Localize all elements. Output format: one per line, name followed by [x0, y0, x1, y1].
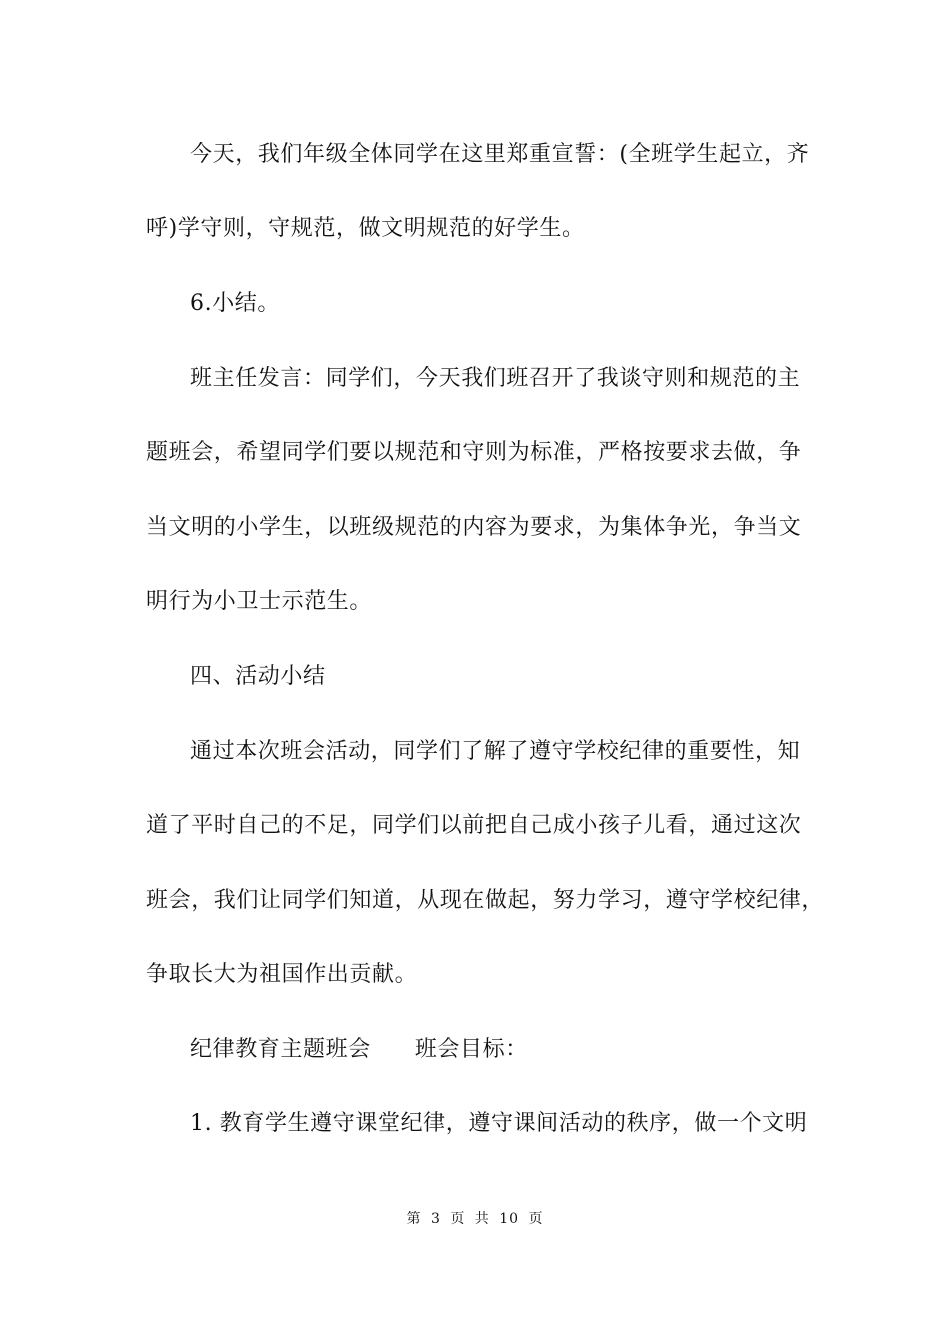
footer-current-page: 3	[430, 1211, 441, 1227]
page-footer	[0, 1209, 950, 1229]
goal-label: 班会目标：	[414, 1037, 528, 1062]
list-item: 1. 教育学生遵守课堂纪律，遵守课间活动的秩序，做一个文明	[190, 1111, 808, 1136]
paragraph-line: 道了平时自己的不足，同学们以前把自己成小孩子儿看，通过这次	[146, 813, 802, 838]
paragraph-line: 班会，我们让同学们知道，从现在做起，努力学习，遵守学校纪律，	[146, 888, 825, 913]
paragraph-line: 今天，我们年级全体同学在这里郑重宣誓：(全班学生起立，齐	[190, 142, 810, 167]
title-text: 纪律教育主题班会	[190, 1037, 371, 1062]
paragraph-line: 班主任发言：同学们，今天我们班召开了我谈守则和规范的主	[190, 366, 801, 391]
paragraph-line: 题班会，希望同学们要以规范和守则为标准，严格按要求去做，争	[146, 440, 802, 465]
paragraph-line: 当文明的小学生，以班级规范的内容为要求，为集体争光，争当文	[146, 515, 802, 540]
section-heading: 6.小结。	[190, 291, 280, 316]
footer-suffix: 页	[528, 1211, 544, 1227]
footer-total-prefix: 共	[474, 1211, 490, 1227]
section-heading: 四、活动小结	[190, 664, 326, 689]
footer-total-pages: 10	[499, 1211, 520, 1227]
paragraph-line: 通过本次班会活动，同学们了解了遵守学校纪律的重要性，知	[190, 739, 801, 764]
paragraph-line: 争取长大为祖国作出贡献。	[146, 962, 418, 987]
footer-prefix: 第	[406, 1211, 422, 1227]
footer-page-word: 页	[450, 1211, 466, 1227]
title-line	[190, 1035, 528, 1065]
paragraph-line: 呼)学守则，守规范，做文明规范的好学生。	[146, 216, 585, 241]
paragraph-line: 明行为小卫士示范生。	[146, 589, 373, 614]
